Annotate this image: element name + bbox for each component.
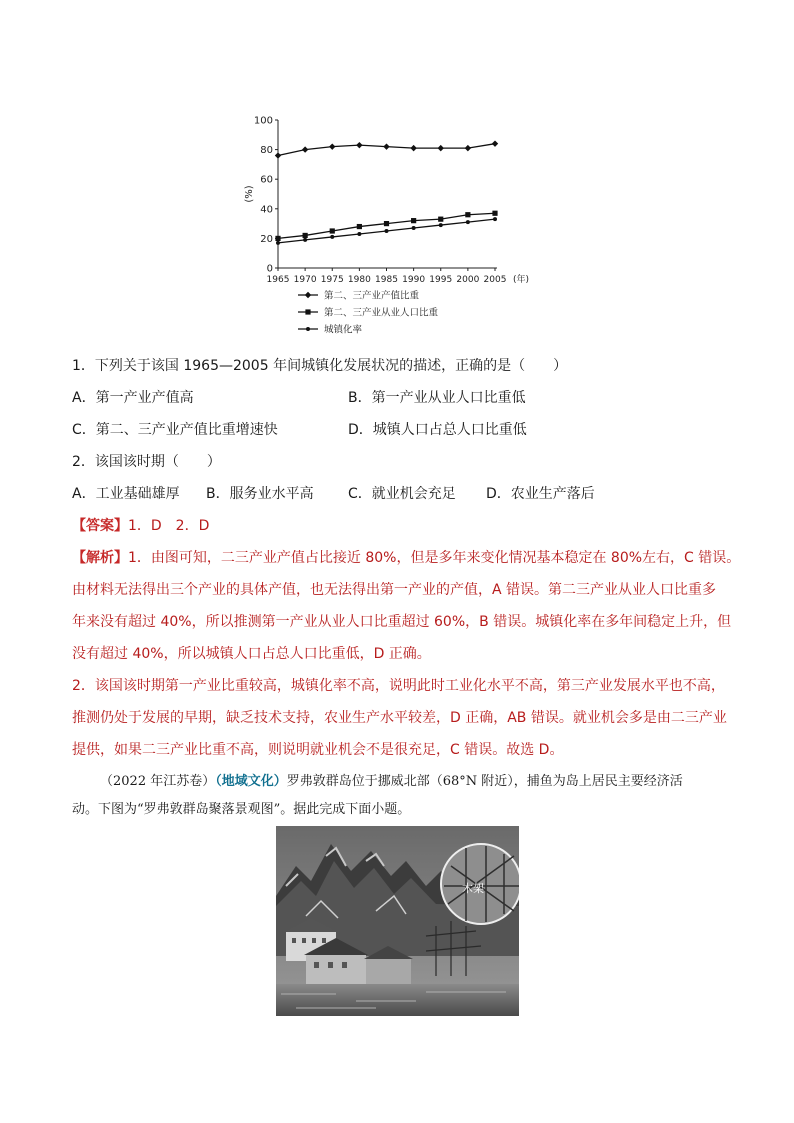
y-axis-label: (%) (244, 185, 255, 203)
analysis-label: 【解析】 (72, 550, 128, 566)
legend-label: 第二、三产业从业人口比重 (324, 307, 439, 319)
data-point (466, 220, 470, 224)
data-point (330, 228, 335, 233)
analysis-line-5: 2．该国该时期第一产业比重较高，城镇化率不高，说明此时工业化水平不高，第三产业发展水平也不高， (72, 678, 725, 694)
data-point (465, 145, 471, 151)
x-tick-label: 1980 (347, 275, 371, 285)
y-tick-label: 40 (260, 204, 273, 216)
q1-stem: 1．下列关于该国 1965—2005 年间城镇化发展状况的描述，正确的是（ ） (72, 358, 568, 374)
answer-line (72, 516, 209, 536)
q1-option-a: A．第一产业产值高 (72, 390, 194, 406)
data-point (493, 217, 497, 221)
lofoten-settlement-photo (276, 826, 519, 1016)
data-point (276, 241, 280, 245)
data-point (438, 145, 444, 151)
y-tick-label: 100 (253, 115, 273, 127)
line-chart (240, 108, 540, 343)
data-point (275, 236, 280, 241)
y-tick-label: 20 (260, 233, 273, 245)
x-tick-label: 1975 (320, 275, 344, 285)
chart-legend (298, 290, 439, 336)
analysis-line-3: 年来没有超过 40%，所以推测第一产业从业人口比重超过 60%，B 错误。城镇化率在多年间稳定上升，但 (72, 614, 732, 630)
data-point (438, 217, 443, 222)
data-point (356, 142, 362, 148)
data-point (357, 224, 362, 229)
q1-option-b: B．第一产业从业人口比重低 (348, 390, 526, 406)
q1-option-d: D．城镇人口占总人口比重低 (348, 422, 527, 438)
intro-source: （2022 年江苏卷） (100, 774, 216, 789)
data-point (383, 143, 389, 149)
data-point (329, 143, 335, 149)
data-point (357, 232, 361, 236)
data-point (275, 152, 281, 158)
intro-tag: （地域文化） (215, 774, 287, 789)
data-point (306, 327, 310, 331)
analysis-line-6: 推测仍处于发展的早期，缺乏技术支持，农业生产水平较差，D 正确，AB 错误。就业机会多是由二三产业 (72, 710, 727, 726)
x-tick-label: 1970 (293, 275, 317, 285)
data-point (302, 146, 308, 152)
data-point (410, 145, 416, 151)
intro-line-1: （2022 年江苏卷）（地域文化）罗弗敦群岛位于挪威北部（68°N 附近），捕鱼为岛上居民主要经济活 (100, 774, 683, 789)
x-tick-label: 2000 (456, 275, 480, 285)
data-point (303, 238, 307, 242)
analysis-line-4: 没有超过 40%，所以城镇人口占总人口比重低，D 正确。 (72, 646, 431, 662)
q2-option-c: C．就业机会充足 (348, 486, 456, 502)
data-point (439, 223, 443, 227)
data-point (330, 235, 334, 239)
x-tick-label: 1990 (402, 275, 426, 285)
x-tick-label: 1995 (429, 275, 453, 285)
data-point (492, 211, 497, 216)
q2-option-d: D．农业生产落后 (486, 486, 595, 502)
q2-stem: 2．该国该时期（ ） (72, 454, 221, 470)
data-point (303, 233, 308, 238)
q2-option-b: B．服务业水平高 (206, 486, 314, 502)
data-point (412, 226, 416, 230)
data-point (305, 309, 310, 314)
data-point (411, 218, 416, 223)
data-point (384, 221, 389, 226)
x-tick-label: 1985 (375, 275, 398, 285)
legend-label: 第二、三产业产值比重 (324, 290, 420, 302)
analysis-line-2: 由材料无法得出三个产业的具体产值，也无法得出第一产业的产值，A 错误。第二三产业从业人口比重多 (72, 582, 717, 598)
x-tick-label: 1965 (266, 275, 290, 285)
answer-label: 【答案】 (72, 518, 128, 534)
wooden-rack-label: 木架 (462, 882, 484, 895)
data-point (385, 229, 389, 233)
y-tick-label: 60 (260, 174, 273, 186)
chart-axes (244, 116, 529, 286)
q2-option-a: A．工业基础雄厚 (72, 486, 180, 502)
x-tick-label: 2005 (483, 275, 507, 285)
y-tick-label: 80 (260, 145, 273, 157)
legend-label: 城镇化率 (324, 324, 363, 336)
chart-series (275, 140, 498, 244)
intro-line-2: 动。下图为“罗弗敦群岛聚落景观图”。据此完成下面小题。 (72, 802, 411, 817)
x-axis-unit: (年) (513, 275, 530, 285)
answer-text: 1．D 2．D (128, 518, 210, 534)
q1-option-c: C．第二、三产业产值比重增速快 (72, 422, 278, 438)
analysis-line-7: 提供，如果二三产业比重不高，则说明就业机会不是很充足，C 错误。故选 D。 (72, 742, 564, 758)
analysis-line-1: 【解析】1．由图可知，二三产业产值占比接近 80%，但是多年来变化情况基本稳定在 80%左右，C 错误。 (72, 550, 741, 566)
data-point (305, 292, 311, 298)
data-point (492, 140, 498, 146)
data-point (465, 212, 470, 217)
y-tick-label: 0 (266, 263, 273, 275)
